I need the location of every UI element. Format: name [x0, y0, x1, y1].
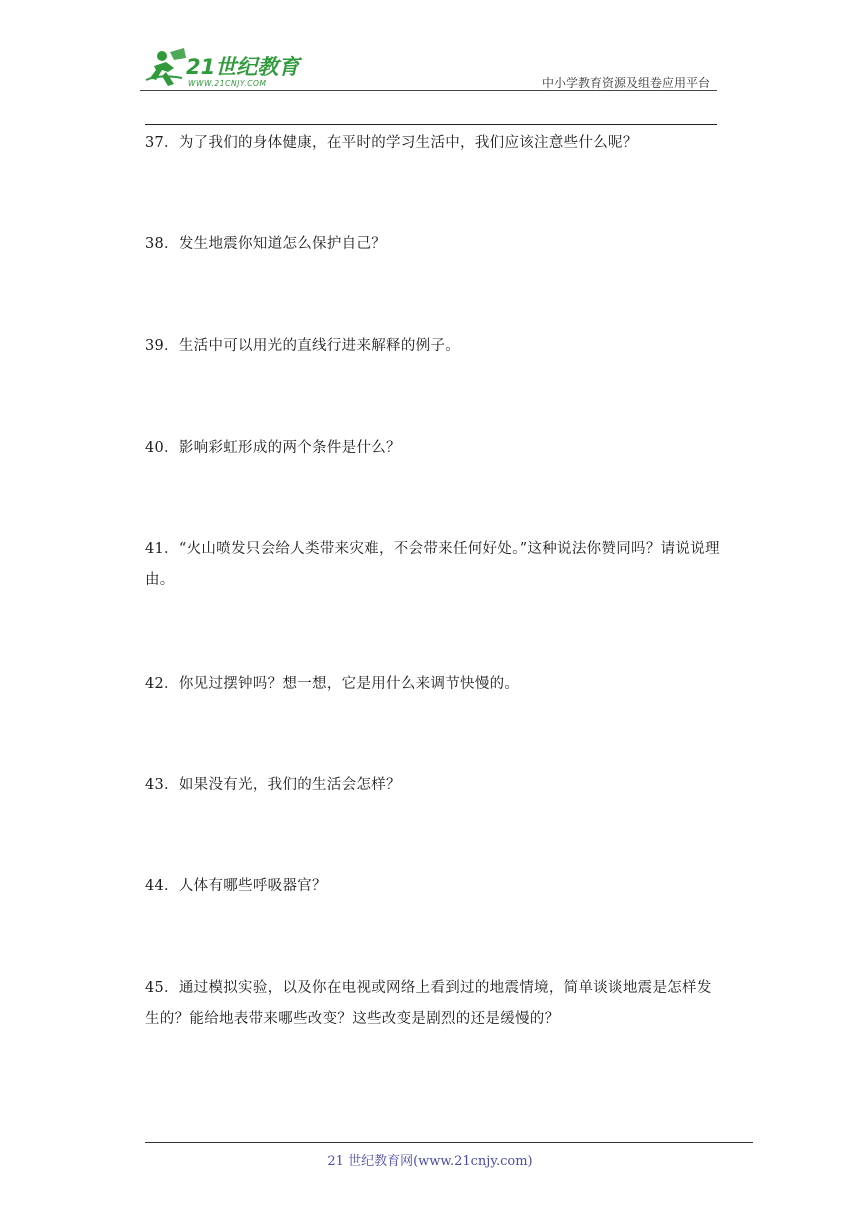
question-37: 37．为了我们的身体健康，在平时的学习生活中，我们应该注意些什么呢？: [145, 135, 638, 151]
header-divider: [140, 90, 717, 91]
site-logo: [140, 44, 340, 92]
question-42: 42．你见过摆钟吗？想一想，它是用什么来调节快慢的。: [145, 676, 520, 692]
question-45: 45．通过模拟实验，以及你在电视或网络上看到过的地震情境，简单谈谈地震是怎样发生的？能给地表带来哪些改变？这些改变是剧烈的还是缓慢的？: [145, 980, 712, 1027]
content-top-divider: [145, 124, 717, 125]
logo-title: 21世纪教育: [186, 55, 300, 79]
footer-divider: [145, 1142, 753, 1143]
logo-url: WWW.21CNJY.COM: [188, 79, 267, 88]
question-44: 44．人体有哪些呼吸器官？: [145, 878, 327, 894]
runner-icon: [146, 48, 186, 86]
question-43: 43．如果没有光，我们的生活会怎样？: [145, 777, 401, 793]
question-39: 39．生活中可以用光的直线行进来解释的例子。: [145, 338, 461, 354]
question-38: 38．发生地震你知道怎么保护自己？: [145, 236, 387, 252]
footer-link[interactable]: 21 世纪教育网(www.21cnjy.com): [327, 1154, 533, 1169]
question-40: 40．影响彩虹形成的两个条件是什么？: [145, 440, 401, 456]
platform-name: 中小学教育资源及组卷应用平台: [541, 76, 710, 90]
question-41: 41．“火山喷发只会给人类带来灾难，不会带来任何好处。”这种说法你赞同吗？请说说理由。: [145, 541, 720, 588]
